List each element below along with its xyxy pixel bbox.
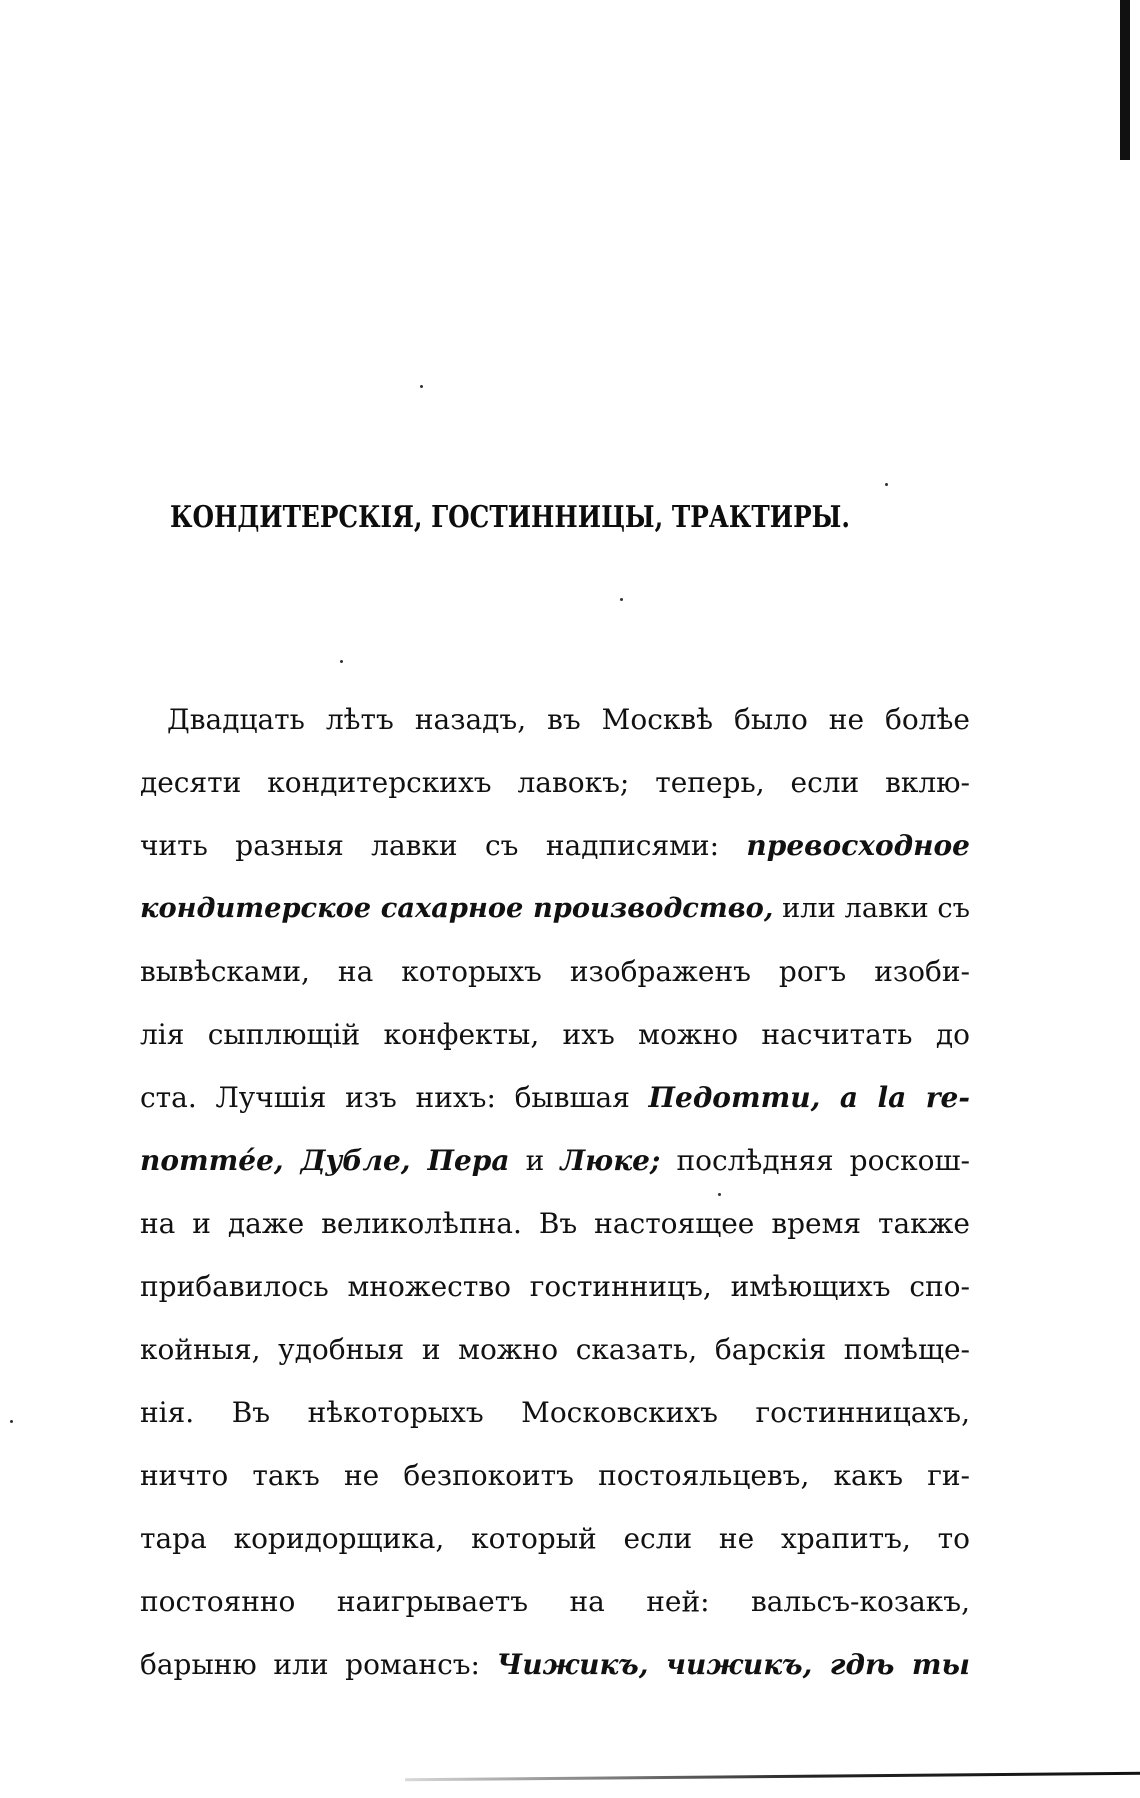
text-line [140,1570,970,1633]
text-line [140,1444,970,1507]
text-segment: койныя, удобныя и можно сказать, барскія помѣще- [140,1333,970,1366]
scan-bottom-edge [405,1772,1140,1781]
text-segment: послѣдняя роскош- [660,1144,970,1177]
text-segment: прибавилось множество гостинницъ, имѣющихъ спо- [140,1270,970,1303]
text-segment: тара коридорщика, который если не храпитъ, то [140,1522,970,1555]
text-segment: десяти кондитерскихъ лавокъ; теперь, если вклю- [140,766,970,799]
text-line [140,1633,970,1696]
text-segment: ста. Лучшія изъ нихъ: бывшая [140,1081,649,1114]
italic-text: кондитерское сахарное производство, [140,892,774,924]
text-segment: барыню или романсъ: [140,1648,497,1681]
scan-speck [420,385,423,388]
text-line [140,1066,970,1129]
text-line [140,1318,970,1381]
text-segment: ничто такъ не безпокоитъ постояльцевъ, какъ ги- [140,1459,970,1492]
text-line [140,1507,970,1570]
text-line [140,940,970,1003]
text-segment: или лавки съ [773,893,970,924]
italic-text: Люке; [560,1144,661,1177]
text-line [140,877,970,940]
italic-text: превосходное [746,829,970,862]
text-segment: и [509,1144,561,1177]
text-line [140,1192,970,1255]
scan-speck [885,483,888,486]
scan-speck [10,1420,13,1423]
italic-text: Чижикъ, чижикъ, гдѣ ты [496,1648,970,1681]
text-line [140,1255,970,1318]
italic-text: nommée, Дубле, Пера [140,1144,510,1177]
text-segment: Двадцать лѣтъ назадъ, въ Москвѣ было не болѣе [167,703,970,736]
text-line [140,688,970,751]
italic-text: Педотти, a la re- [648,1081,970,1114]
body-text [140,688,970,1696]
text-line [140,751,970,814]
text-line [140,814,970,877]
text-segment: на и даже великолѣпна. Въ настоящее время также [140,1207,970,1240]
text-segment: чить разныя лавки съ надписями: [140,829,747,862]
scan-edge-shadow [1120,0,1130,160]
text-line [140,1129,970,1192]
chapter-title: КОНДИТЕРСКІЯ, ГОСТИННИЦЫ, ТРАКТИРЫ. [170,500,850,535]
text-segment: вывѣсками, на которыхъ изображенъ рогъ изоби- [140,955,970,988]
scan-speck [340,660,343,663]
text-segment: постоянно наигрываетъ на ней: вальсъ-козакъ, [140,1585,970,1618]
text-line [140,1003,970,1066]
text-line [140,1381,970,1444]
text-segment: нія. Въ нѣкоторыхъ Московскихъ гостинницахъ, [140,1396,970,1429]
scan-speck [620,598,623,601]
text-segment: лія сыплющій конфекты, ихъ можно насчитать до [140,1018,970,1051]
